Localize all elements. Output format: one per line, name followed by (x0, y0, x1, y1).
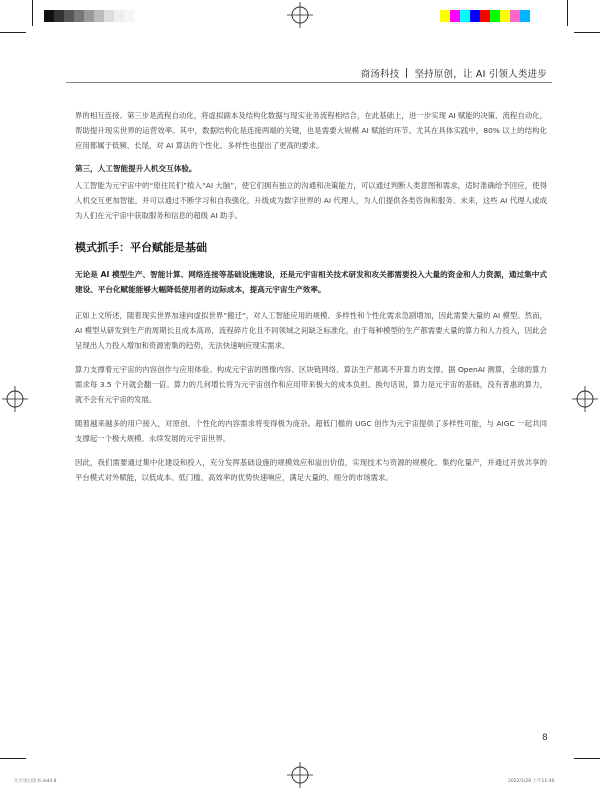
crop-mark (574, 758, 600, 759)
calibration-swatch (530, 10, 540, 22)
header-slogan: 坚持原创，让 AI 引领人类进步 (414, 69, 547, 80)
page-body (75, 108, 547, 494)
header-rule (66, 82, 552, 83)
print-footer-file: 元宇宙白皮书.indd 8 (14, 779, 57, 784)
header-brand: 商汤科技 (360, 69, 400, 80)
calibration-swatch (490, 10, 500, 22)
gray-calibration-bar (44, 10, 144, 22)
registration-mark-icon (287, 2, 313, 28)
calibration-swatch (94, 10, 104, 22)
body-paragraph: 随着越来越多的用户接入，对原创、个性化的内容需求将变得极为庞杂。超低门槛的 UGC 创作为元宇宙提供了多样性可能，与 AIGC 一起共同支撑起一个极大规模、永续发展的元宇宙世界。 (75, 419, 547, 443)
running-header (361, 66, 547, 80)
calibration-swatch (54, 10, 64, 22)
calibration-swatch (470, 10, 480, 22)
calibration-swatch (480, 10, 490, 22)
calibration-swatch (440, 10, 450, 22)
calibration-swatch (510, 10, 520, 22)
crop-mark (0, 758, 26, 759)
header-divider (406, 68, 407, 78)
calibration-swatch (64, 10, 74, 22)
section-title: 模式抓手：平台赋能是基础 (75, 241, 207, 254)
calibration-swatch (500, 10, 510, 22)
page-number: 8 (542, 733, 548, 743)
calibration-swatch (124, 10, 134, 22)
calibration-swatch (74, 10, 84, 22)
color-calibration-bar (440, 10, 540, 22)
calibration-swatch (104, 10, 114, 22)
print-footer-timestamp: 2022/1/28 上午11:40 (508, 779, 555, 784)
registration-mark-icon (2, 386, 28, 412)
calibration-swatch (134, 10, 144, 22)
body-paragraph: 界的相互连接。第三步是流程自动化，将虚拟副本及结构化数据与现实业务流程相结合，在此基础上，进一步实现 AI 赋能的决策、流程自动化，帮助提升现实世界的运营效率。其中，数据结构化是连接两端的关键，也是需要大规模 AI 赋能的环节。尤其在具体实践中，80% 以上的结构化应用都属于低频、长尾，对 AI 算法的个性化、多样性也提出了更高的要求。 (75, 111, 547, 150)
body-paragraph: 因此，我们需要通过集中化建设和投入，充分发挥基础设施的规模效应和溢出价值，实现技术与资源的规模化、集约化量产，并通过开放共享的平台模式对外赋能，以低成本、低门槛、高效率的优势快速响应，满足大量的、细分的市场需求。 (75, 458, 547, 482)
calibration-swatch (460, 10, 470, 22)
calibration-swatch (44, 10, 54, 22)
body-paragraph: 人工智能为元宇宙中的“原住民们”植入“AI 大脑”，使它们拥有独立的沟通和决策能力，可以通过判断人类意图和需求，适时准确给予回应，使得人机交互更加智能，并可以通过不断学习和自我强化，升级成为数字世界的 AI 代理人，为人们提供各类咨询和服务。未来，这些 AI 代理人或成为人们在元宇宙中获取服务和信息的超级 AI 助手。 (75, 181, 547, 220)
body-paragraph: 算力支撑着元宇宙的内容创作与应用体验。构成元宇宙的图像内容、区块链网络、算法生产都离不开算力的支撑。据 OpenAI 测算，全球的算力需求每 3.5 个月就会翻一倍。算力的几何增长将为元宇宙创作和应用带来极大的成本负担。换句话说，算力是元宇宙的基础，没有普惠的算力，就不会有元宇宙的发展。 (75, 365, 547, 404)
subheading: 第三，人工智能提升人机交互体验。 (75, 164, 197, 173)
lead-paragraph: 无论是 AI 模型生产、智能计算、网络连接等基础设施建设，还是元宇宙相关技术研发和攻关都需要投入大量的资金和人力资源，通过集中式建设、平台化赋能能够大幅降低使用者的边际成本，提高元宇宙生产效率。 (75, 270, 547, 294)
crop-mark (567, 0, 568, 26)
calibration-swatch (84, 10, 94, 22)
calibration-swatch (520, 10, 530, 22)
crop-mark (0, 32, 26, 33)
registration-mark-icon (572, 386, 598, 412)
crop-mark (574, 32, 600, 33)
crop-mark (32, 0, 33, 26)
body-paragraph: 正如上文所述，随着现实世界加速向虚拟世界“搬迁”，对人工智能应用的规模、多样性和个性化需求急剧增加，因此需要大量的 AI 模型。然而，AI 模型从研发到生产的周期长且成本高昂，流程碎片化且不同领域之间缺乏标准化，由于每种模型的生产都需要大量的算力和人力投入，因此会呈现出人力投入增加和资源密集的趋势，无法快速响应现实需求。 (75, 311, 547, 350)
calibration-swatch (450, 10, 460, 22)
registration-mark-icon (287, 762, 313, 788)
calibration-swatch (114, 10, 124, 22)
